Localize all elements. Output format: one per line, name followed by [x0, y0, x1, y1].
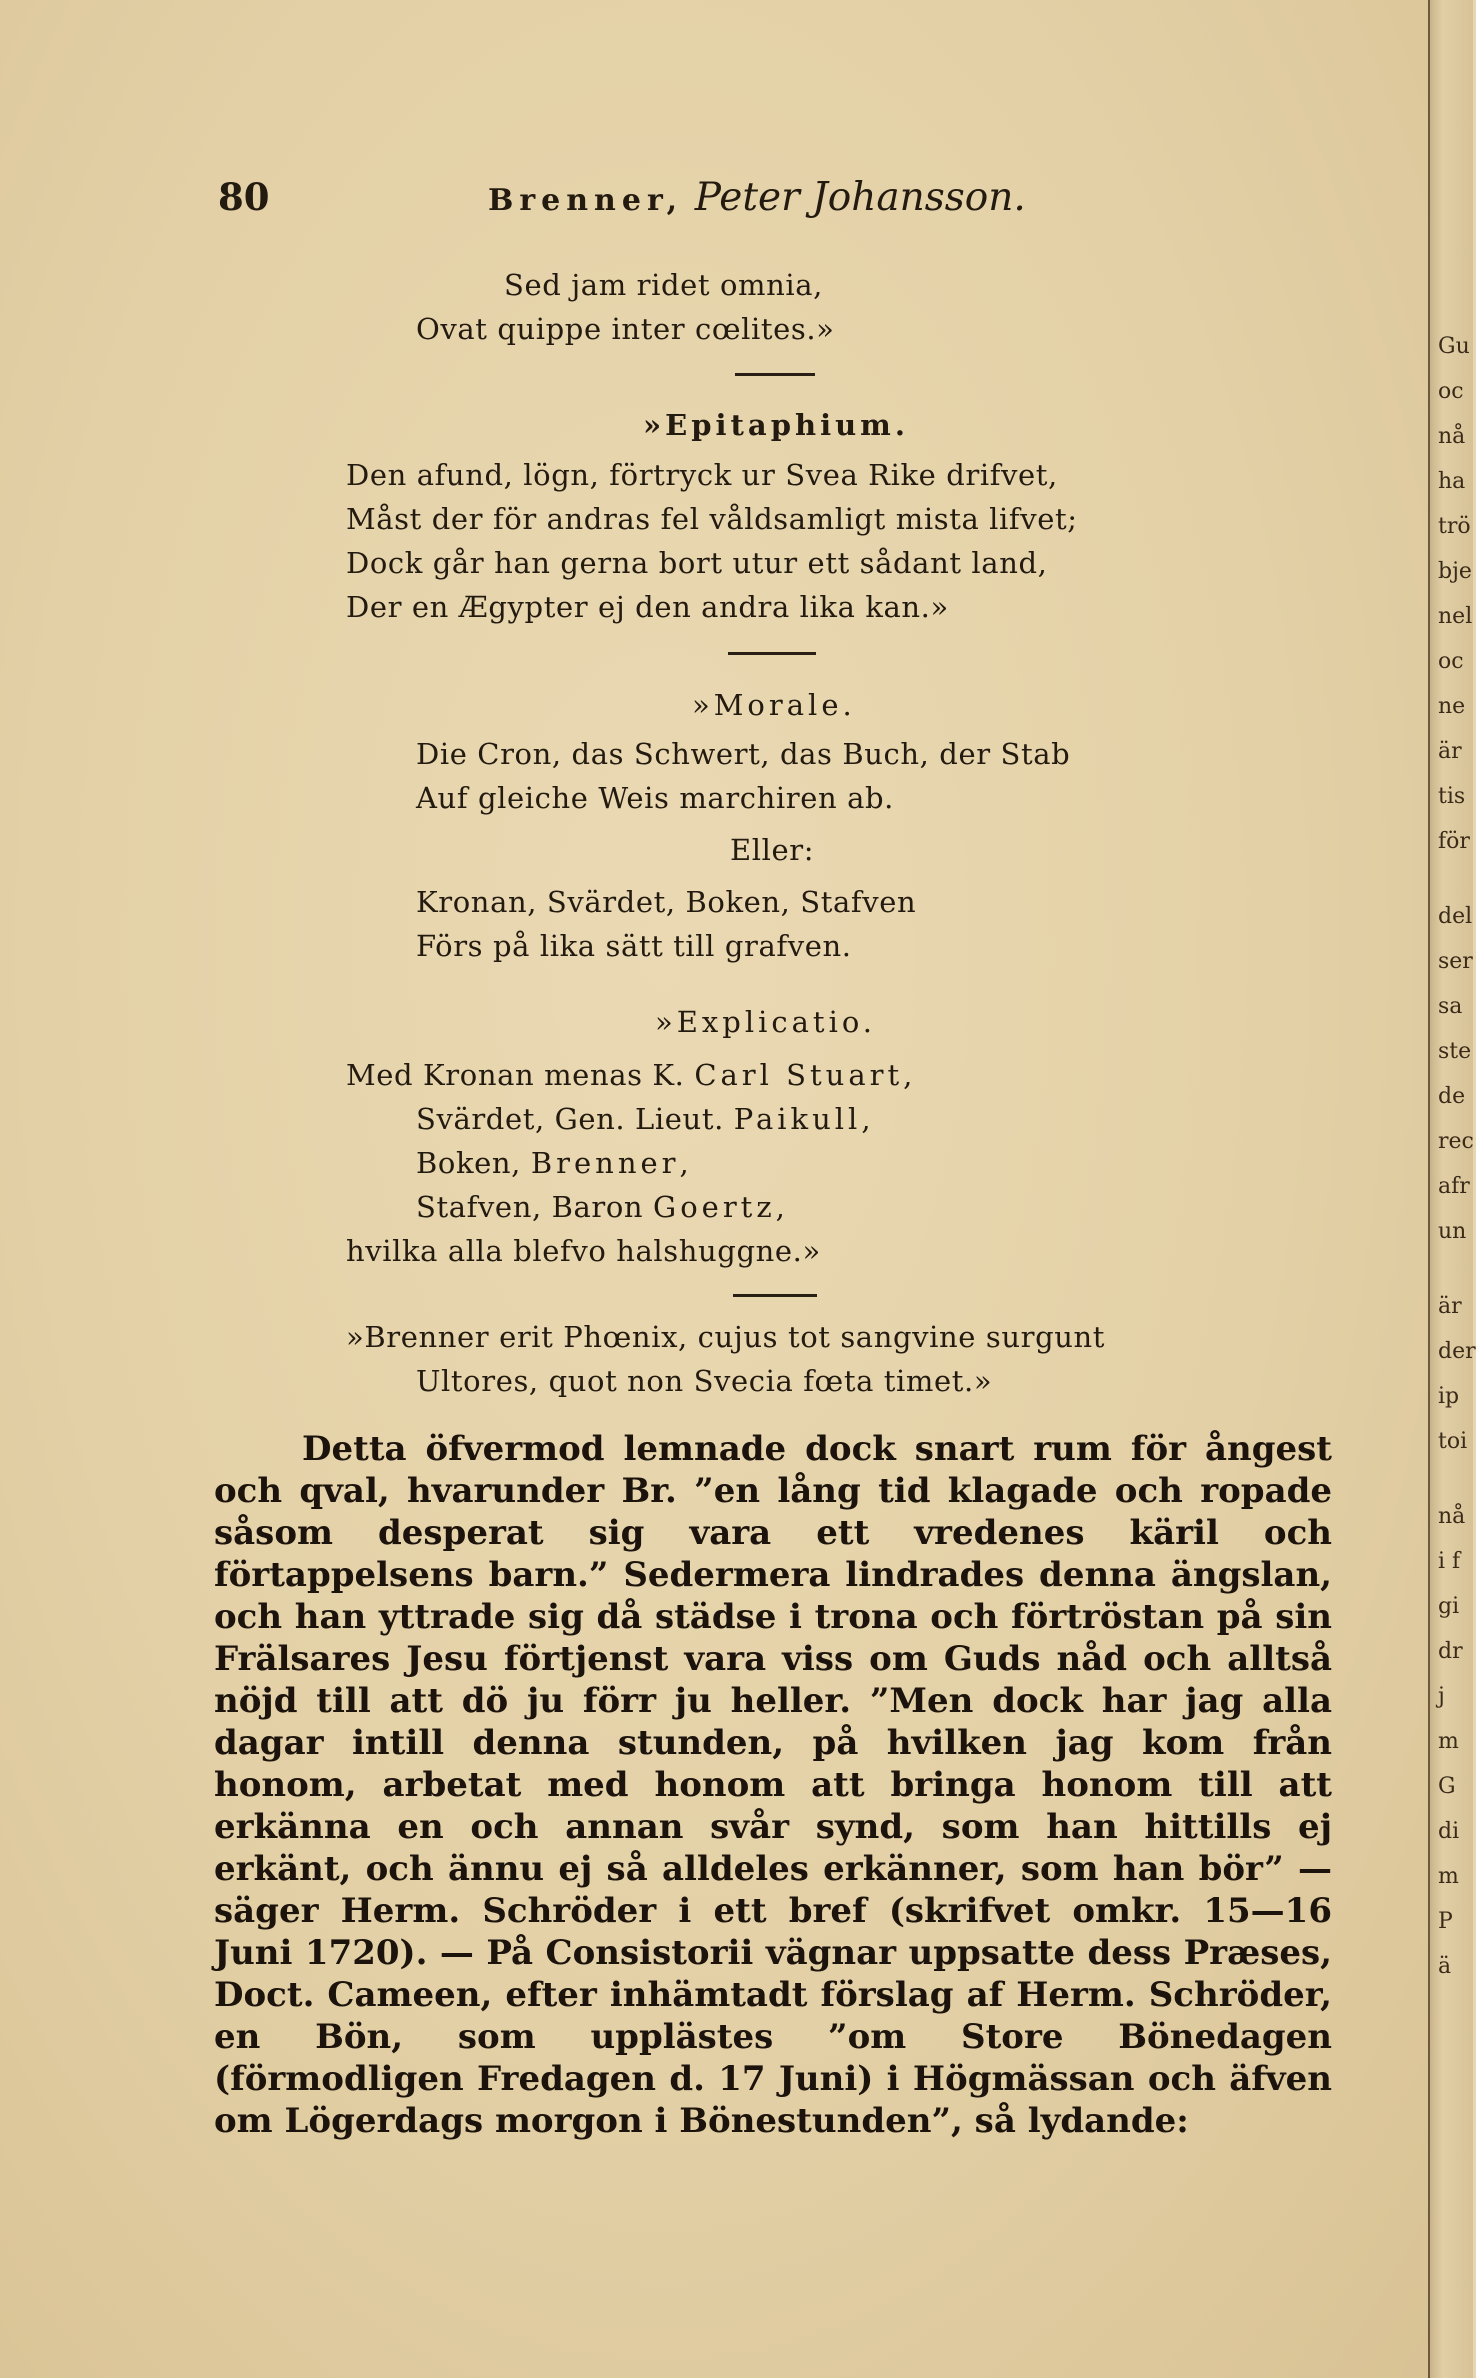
facing-page-fragment: ne — [1438, 694, 1466, 719]
explicatio-name: Goertz — [653, 1190, 776, 1224]
facing-page-fragment: tis — [1438, 784, 1466, 809]
facing-page-fragment: toi — [1438, 1429, 1468, 1454]
facing-page-fragment: nå — [1438, 1504, 1466, 1529]
epitaph-title: »Epitaphium. — [643, 408, 909, 442]
explicatio-line — [416, 1102, 871, 1136]
phoenix-line: »Brenner erit Phœnix, cujus tot sangvine surgunt — [346, 1320, 1106, 1354]
explicatio-line — [416, 1190, 785, 1224]
epitaph-line: Der en Ægypter ej den andra lika kan.» — [346, 590, 949, 624]
facing-page-fragment: ha — [1438, 469, 1466, 494]
explicatio-text: Med Kronan menas K. — [346, 1058, 695, 1092]
facing-page-fragment: rec — [1438, 1129, 1474, 1154]
morale-german-line: Die Cron, das Schwert, das Buch, der Stab — [416, 737, 1071, 771]
facing-page-fragment: i f — [1438, 1549, 1461, 1574]
section-rule — [735, 373, 815, 376]
explicatio-line — [346, 1234, 821, 1268]
facing-page-fragment: för — [1438, 829, 1470, 854]
facing-page-edge — [1428, 0, 1476, 2378]
morale-german-line: Auf gleiche Weis marchiren ab. — [416, 781, 894, 815]
morale-swedish-line: Kronan, Svärdet, Boken, Stafven — [416, 885, 917, 919]
facing-page-fragment: der — [1438, 1339, 1476, 1364]
section-rule — [733, 1294, 817, 1297]
facing-page-fragment: Gu — [1438, 334, 1470, 359]
phoenix-line: Ultores, quot non Svecia fœta timet.» — [416, 1364, 993, 1398]
facing-page-fragment: sa — [1438, 994, 1463, 1019]
facing-page-fragment: ip — [1438, 1384, 1460, 1409]
verse-line: Sed jam ridet omnia, — [504, 268, 823, 302]
running-title-author: Brenner, — [488, 183, 684, 218]
facing-page-fragment: afr — [1438, 1174, 1470, 1199]
facing-page-fragment: de — [1438, 1084, 1466, 1109]
explicatio-text: Boken, — [416, 1146, 531, 1180]
facing-page-fragment: ä — [1438, 1954, 1452, 1979]
facing-page-fragment: P — [1438, 1909, 1453, 1934]
running-title-given-name: Peter Johansson. — [694, 175, 1026, 220]
explicatio-name: Paikull — [733, 1102, 862, 1136]
explicatio-line — [416, 1146, 689, 1180]
explicatio-name: Carl Stuart — [694, 1058, 904, 1092]
verse-line: Ovat quippe inter cœlites.» — [416, 312, 835, 346]
facing-page-fragment: m — [1438, 1864, 1459, 1889]
explicatio-line — [346, 1058, 913, 1092]
facing-page-fragment: di — [1438, 1819, 1460, 1844]
explicatio-punct: , — [903, 1058, 913, 1092]
facing-page-fragment: är — [1438, 739, 1462, 764]
epitaph-line: Måst der för andras fel våldsamligt mista lifvet; — [346, 502, 1078, 536]
facing-page-fragment: nå — [1438, 424, 1466, 449]
facing-page-fragment: dr — [1438, 1639, 1463, 1664]
or-label: Eller: — [730, 833, 815, 867]
facing-page-fragment: m — [1438, 1729, 1459, 1754]
running-title — [488, 175, 1026, 220]
facing-page-fragment: oc — [1438, 649, 1464, 674]
facing-page-fragment: ser — [1438, 949, 1473, 974]
page-number: 80 — [218, 175, 270, 219]
morale-swedish-line: Förs på lika sätt till grafven. — [416, 929, 852, 963]
facing-page-fragment: G — [1438, 1774, 1456, 1799]
prose-text: Detta öfvermod lemnade dock snart rum för ångest och qval, hvarunder Br. ”en lång tid klagade och ropade såsom desperat sig vara ett vredenes käril och förtappelsens barn.” Sedermera lindrades denna ängslan, och han yttrade sig då städse i trona och förtröstan på sin Frälsares Jesu förtjenst vara viss om Guds nåd och alltså nöjd till att dö ju förr ju heller. ”Men dock har jag alla dagar intill denna stunden, på hvilken jag kom från honom, arbetat med honom att bringa honom till att erkänna en och annan svår synd, som han hittills ej erkänt, och ännu ej så alldeles erkänner, som han bör” — säger Herm. Schröder i ett bref (skrifvet omkr. 15—16 Juni 1720). — På Consistorii vägnar uppsatte dess Præses, Doct. Cameen, efter inhämtadt förslag af Herm. Schröder, en Bön, som upplästes ”om Store Bönedagen (förmodligen Fredagen d. 17 Juni) i Högmässan och äfven om Lögerdags morgon i Bönestunden”, så lydande: — [214, 1429, 1332, 2141]
epitaph-line: Dock går han gerna bort utur ett sådant land, — [346, 546, 1048, 580]
prose-paragraph — [214, 1428, 1332, 2142]
explicatio-punct: , — [679, 1146, 690, 1180]
explicatio-text: Svärdet, Gen. Lieut. — [416, 1102, 734, 1136]
explicatio-name: Brenner — [530, 1146, 680, 1180]
facing-page-fragment: trö — [1438, 514, 1471, 539]
explicatio-title: »Explicatio. — [655, 1005, 877, 1039]
facing-page-fragment: oc — [1438, 379, 1464, 404]
morale-title: »Morale. — [692, 688, 856, 722]
running-header — [218, 175, 1068, 225]
explicatio-punct: , — [775, 1190, 786, 1224]
facing-page-fragment: un — [1438, 1219, 1467, 1244]
facing-page-fragment: är — [1438, 1294, 1462, 1319]
facing-page-fragment: ste — [1438, 1039, 1472, 1064]
epitaph-line: Den afund, lögn, förtryck ur Svea Rike drifvet, — [346, 458, 1058, 492]
explicatio-text: hvilka alla blefvo halshuggne.» — [346, 1234, 821, 1268]
section-rule — [728, 652, 816, 655]
facing-page-fragment: j — [1438, 1684, 1445, 1709]
facing-page-fragment: nel — [1438, 604, 1473, 629]
facing-page-fragment: del — [1438, 904, 1473, 929]
explicatio-punct: , — [861, 1102, 872, 1136]
facing-page-fragment: bje — [1438, 559, 1472, 584]
explicatio-text: Stafven, Baron — [416, 1190, 654, 1224]
facing-page-fragment: gi — [1438, 1594, 1460, 1619]
